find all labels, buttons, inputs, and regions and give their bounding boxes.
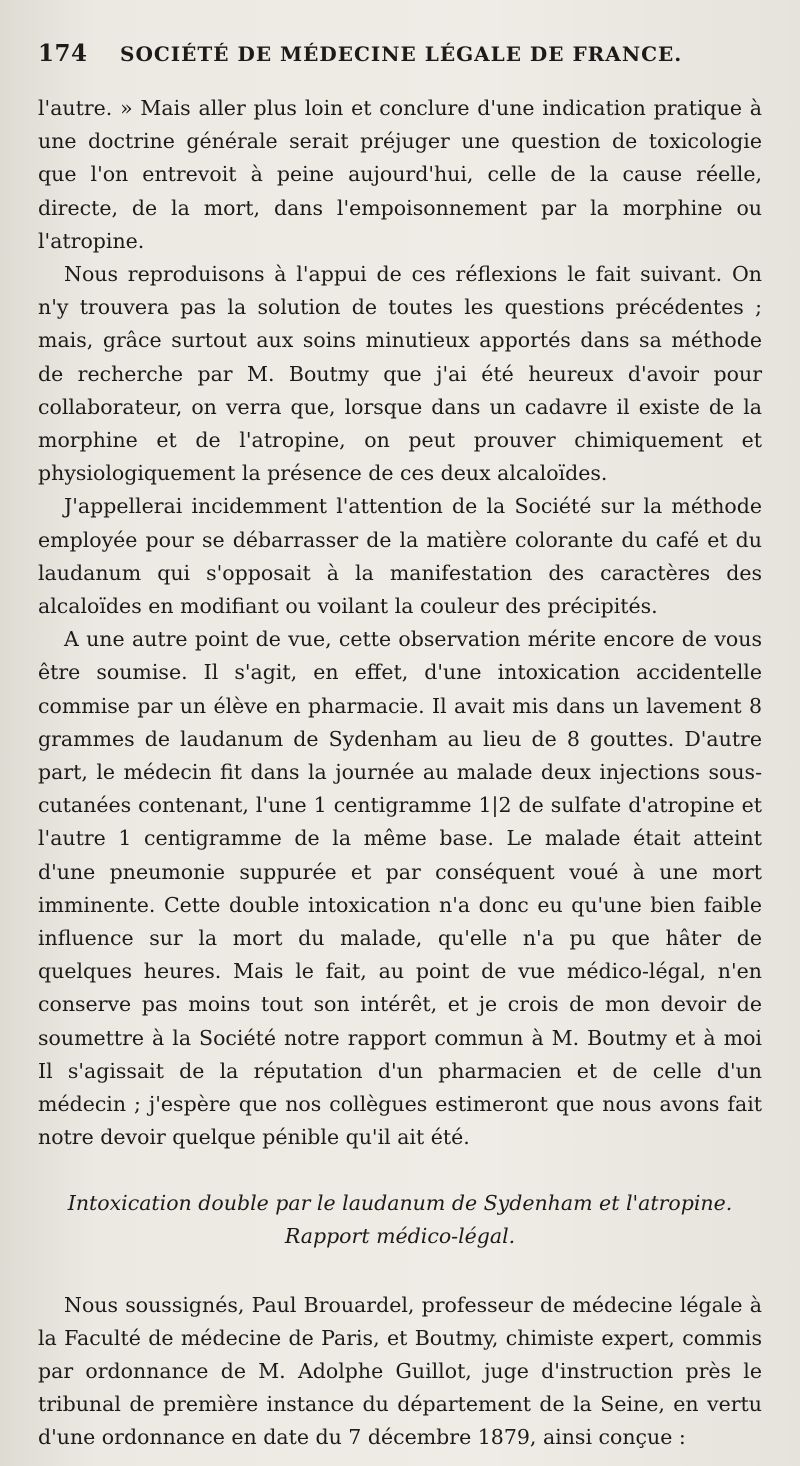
paragraph-method: J'appellerai incidemment l'attention de la Société sur la méthode employée pour se débarrasser de la matière colorante du café et du laudanum qui s'opposait à la manifestation des caractères des alcaloïdes en modifiant ou voilant la couleur des précipités. <box>38 494 762 619</box>
paragraph-reproduction: Nous reproduisons à l'appui de ces réflexions le fait suivant. On n'y trouvera pas la solution de toutes les questions précédentes ; mais, grâce surtout aux soins minutieux apportés dans sa méthode de recherche par M. Boutmy que j'ai été heureux d'avoir pour collaborateur, on verra que, lorsque dans un cadavre il existe de la morphine et de l'atropine, on peut prouver chimiquement et physiologiquement la présence de ces deux alcaloïdes. <box>38 262 762 486</box>
section-title-line-2: Rapport médico-légal. <box>284 1223 516 1248</box>
section-title-line-1: Intoxication double par le laudanum de Sydenham et l'atropine. <box>67 1190 733 1215</box>
paragraph-continuation: l'autre. » Mais aller plus loin et conclure d'une indication pratique à une doctrine générale serait préjuger une question de toxicologie que l'on entrevoit à peine aujourd'hui, celle de la cause réelle, directe, de la mort, dans l'empoisonnement par la morphine ou l'atropine. <box>38 96 762 253</box>
running-head: SOCIÉTÉ DE MÉDECINE LÉGALE DE FRANCE. <box>120 42 683 66</box>
page-number: 174 <box>38 40 88 67</box>
body-text <box>38 92 762 1455</box>
paragraph-intoxication: A une autre point de vue, cette observation mérite encore de vous être soumise. Il s'agit, en effet, d'une intoxication accidentelle commise par un élève en pharmacie. Il avait mis dans un lavement 8 grammes de laudanum de Sydenham au lieu de 8 gouttes. D'autre part, le médecin fit dans la journée au malade deux injections sous-cutanées contenant, l'une 1 centigramme 1|2 de sulfate d'atropine et l'autre 1 centigramme de la même base. Le malade était atteint d'une pneumonie suppurée et par conséquent voué à une mort imminente. Cette double intoxication n'a donc eu qu'une bien faible influence sur la mort du malade, qu'elle n'a pu que hâter de quelques heures. Mais le fait, au point de vue médico-légal, n'en conserve pas moins tout son intérêt, et je crois de mon devoir de soumettre à la Société notre rapport commun à M. Boutmy et à moi Il s'agissait de la réputation d'un pharmacien et de celle d'un médecin ; j'espère que nos collègues estimeront que nous avons fait notre devoir quelque pénible qu'il ait été. <box>38 627 762 1150</box>
page-header <box>38 40 762 82</box>
paragraph-report-opening: Nous soussignés, Paul Brouardel, professeur de médecine légale à la Faculté de médecine de Paris, et Boutmy, chimiste expert, commis par ordonnance de M. Adolphe Guillot, juge d'instruction près le tribunal de première instance du département de la Seine, en vertu d'une ordonnance en date du 7 décembre 1879, ainsi conçue : <box>38 1292 762 1450</box>
section-title <box>38 1187 762 1253</box>
